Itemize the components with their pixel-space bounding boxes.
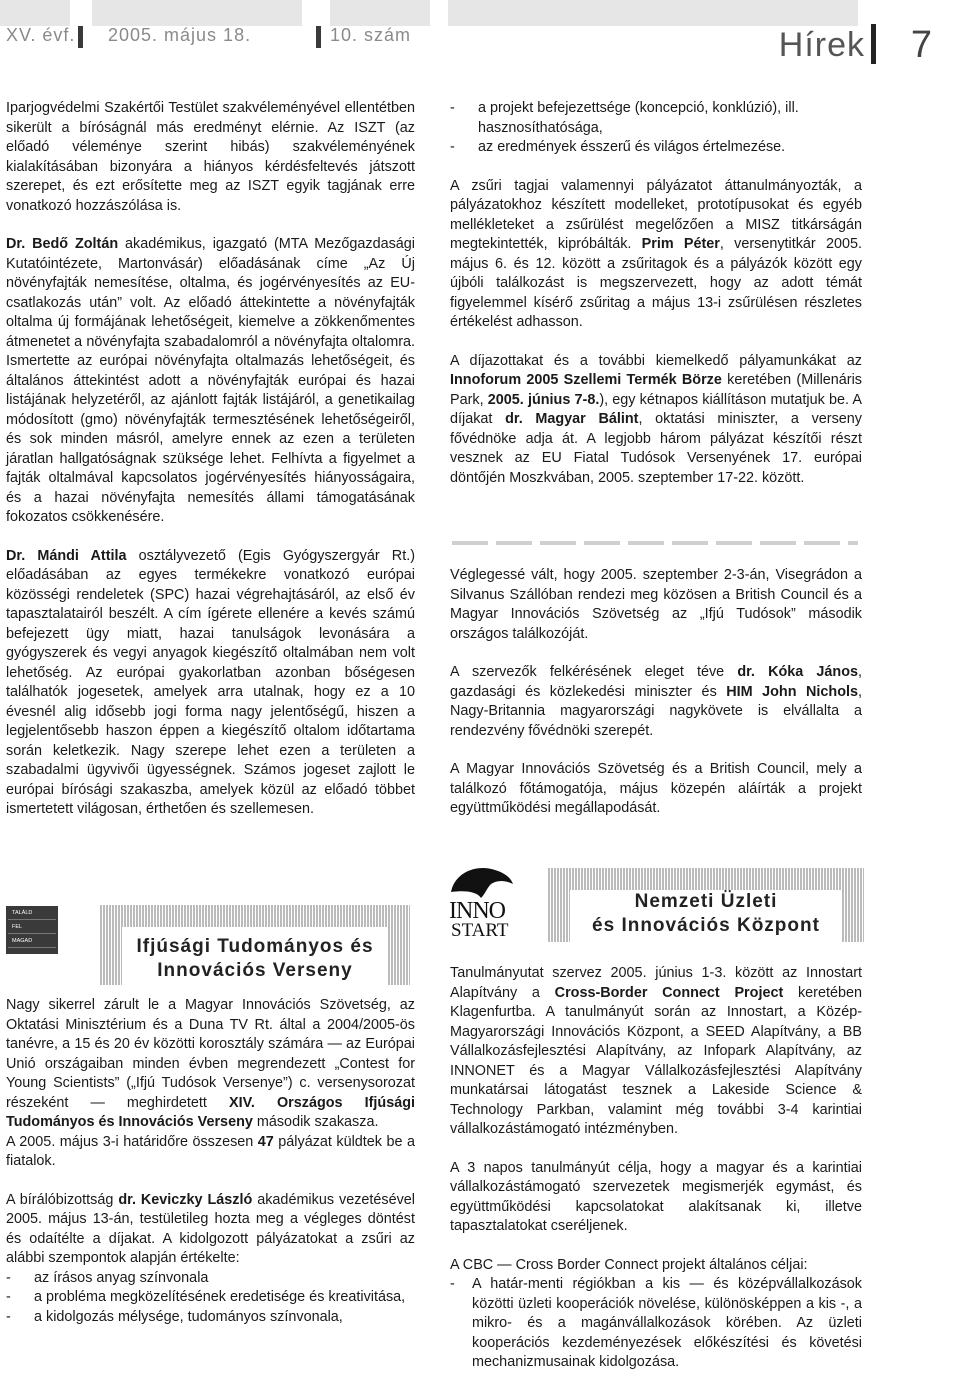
list-item: - a probléma megközelítésének eredetisége és kreativitása,	[6, 1289, 406, 1305]
speaker-name: Dr. Bedő Zoltán	[6, 236, 119, 252]
paragraph: Iparjogvédelmi Szakértői Testület szakvéleményével ellentétben sikerült a bíróságnál más eredményt elérnie. Az ISZT (az előadó véleménye szerint hibás) szakvéleményének kialakításában bizonyára a hiányos kérdésfeltevés játszott szerepet, és ezt erősítette meg az ISZT egyik tagjának erre vonatkozó hozzászólása is.	[6, 100, 415, 214]
box-heading-ifjusagi	[0, 905, 420, 985]
heading-bar	[100, 927, 122, 985]
section-title: Hírek	[778, 26, 865, 64]
page-header	[0, 0, 960, 80]
paragraph: Véglegessé vált, hogy 2005. szeptember 2-3-án, Visegrádon a Silvanus Szállóban rendezi meg közösen a British Council és a Magyar Innovációs Szövetség az „Ifjú Tudósok” második országos találkozóját.	[450, 567, 862, 642]
heading-bar	[100, 905, 410, 927]
list-item: - a kidolgozás mélysége, tudományos színvonala,	[6, 1308, 343, 1325]
header-strip	[448, 0, 858, 26]
talald-fel-magad-stamp: TALÁLD FEL MAGAD	[6, 906, 58, 954]
heading-bar	[548, 868, 864, 890]
paragraph: A 2005. május 3-i határidőre összesen 47 pályázat küldtek be a fiatalok.	[6, 1133, 415, 1169]
issue-volume: XV. évf.	[6, 25, 76, 45]
header-separator	[78, 26, 83, 48]
list-item: - A határ-menti régiókban a kis — és középvállalkozások közötti üzleti kooperációk növelése, különösképpen a kis -, a mikro- és a magánvállalkozások körében. Az üzleti kooperációs kezdeményezések előkészítési és követési mechanizmusainak kidolgozása.	[450, 1276, 862, 1370]
paragraph: Tanulmányutat szervez 2005. június 1-3. között az Innostart Alapítvány a Cross-Border Connect Project keretében Klagenfurtba. A tanulmányút során az Innostart, a Közép-Magyarországi Innovációs Központ, a SEED Alapítvány, a BB Vállalkozásfejlesztési Alapítvány, az Infopark Alapítvány, az INNONET és a Magyar Vállalkozásfejlesztési Alapítvány munkatársai látogatást tesznek a Lakeside Science & Technology Parkban, valamint még további 3-4 karintiai vállalkozástámogató intézményben.	[450, 965, 862, 1137]
paragraph: Dr. Mándi Attila osztályvezető (Egis Gyógyszergyár Rt.) előadásában az egyes termékekre vonatkozó európai közösségi rendeletek (SPC) hazai végrehajtásáról, az első év tapasztalatairól beszélt. A cím ígérete ellenére a kevés számú befejezett ügy miatt, hazai tanulságok levonására a gyógyszerek és vegyi anyagok kiegészítő oltalmában nem volt lehetőség. Az európai gyakorlatban azonban bőségesen találhatók jogesetek, amelyek arra utalnak, hogy ez a 10 évesnél alig idősebb jogi forma nagy jelentőségű, hiszen a legjelentősebb haszon éppen a kiegészítő oltalom időtartama során keletkezik. Nagy szerepe lehet ezen a területen a szabadalmi ügyvivői ügyességnek. Számos jogeset zajlott le európai bírósági szakaszba, amelyek közül az előadó többet ismertetett világosan, érthetően és szellemesen.	[6, 547, 415, 817]
list-item: - a projekt befejezettsége (koncepció, konklúzió), ill. hasznosíthatósága,	[450, 100, 799, 136]
header-strip	[0, 0, 70, 26]
paragraph: A 3 napos tanulmányút célja, hogy a magyar és a karintiai vállalkozástámogató szervezetek megismerjék egymást, és együttműködési kapcsolatokat alakítsanak ki, illetve tapasztalatokat cseréljenek.	[450, 1159, 862, 1234]
page-number: 7	[910, 24, 932, 66]
list-item: - az írásos anyag színvonala	[6, 1269, 209, 1286]
heading-bar	[548, 890, 570, 942]
header-separator	[871, 24, 876, 64]
paragraph: Dr. Bedő Zoltán akadémikus, igazgató (MTA Mezőgazdasági Kutatóintézete, Martonvásár) előadásának címe „Az Új növényfajták nemesítése, oltalma, és jogérvényesítés az EU-csatlakozás után” volt. Az előadó áttekintette a növényfajták oltalma új formájának lehetőségeit, kiemelve a zökkenőmentes átmenetet a növényfajta szabadalomról a növényfajta oltalomra. Ismertette az európai növényfajta oltalmazás lehetőségeit, és általános áttekintést adott a növényfajták európai és hazai listájának helyzetéről, az ajánlott fajták listájáról, a genetikailag módosított (gmo) növényfajták termesztésének lehetőségeiről, és sok minden másról, amelyre ennek az ezen a területen járatlan hallgatóságnak szüksége lehet. Felhívta a figyelmet a fajták oltalmával kapcsolatos jogérvényesítés hiányosságaira, és a hazai növényfajta nemesítés állami támogatásának fokozatos csökkenésére.	[6, 236, 415, 525]
section-divider	[452, 541, 858, 545]
innostart-logo: INNO START	[447, 862, 515, 940]
heading-bar	[842, 890, 864, 942]
paragraph: A zsűri tagjai valamennyi pályázatot áttanulmányozták, a pályázatokhoz készített modelleket, prototípusokat és egyéb mellékleteket a zsűrülést megelőzően a MISZ titkárságán megtekintették, kipróbálták. Prim Péter, versenytitkár 2005. május 6. és 12. között a zsűritagok és a pályázók között egy újbóli találkozást is megszervezett, hogy az adott témát figyelemmel kísérő zsűritag a május 13-i zsűrülésen részletes értékelést adhasson.	[450, 177, 862, 330]
header-separator	[316, 26, 321, 48]
paragraph: A CBC — Cross Border Connect projekt általános céljai:	[450, 1256, 808, 1273]
list-item: - az eredmények ésszerű és világos értelmezése.	[450, 139, 786, 155]
header-strip	[92, 0, 302, 26]
speaker-name: Dr. Mándi Attila	[6, 547, 127, 564]
right-column-top	[450, 99, 862, 507]
paragraph: A Magyar Innovációs Szövetség és a British Council, mely a találkozó főtámogatója, május közepén aláírták a projekt együttműködési megállapodását.	[450, 761, 862, 816]
box-title: Nemzeti Üzleti és Innovációs Központ	[592, 891, 820, 936]
issue-number: 10. szám	[330, 25, 412, 45]
paragraph: A bírálóbizottság dr. Keviczky László akadémikus vezetésével 2005. május 13-án, testületileg hozta meg a végleges döntést és odaítélte a díjakat. A kidolgozott pályázatokat a zsűri az alábbi szempontok alapján értékelte:	[6, 1191, 415, 1266]
paragraph: A díjazottakat és a további kiemelkedő pályamunkákat az Innoforum 2005 Szellemi Termék Börze keretében (Millenáris Park, 2005. június 7-8.), egy kétnapos kiállításon mutatjuk be. A díjakat dr. Magyar Bálint, oktatási miniszter, a verseny fővédnöke adja át. A legjobb három pályázat készítői részt vesznek az EU Fiatal Tudósok Versenyének 17. európai döntőjén Moszkvában, 2005. szeptember 17-22. között.	[450, 352, 862, 486]
paragraph: Nagy sikerrel zárult le a Magyar Innovációs Szövetség, az Oktatási Minisztérium és a Duna TV Rt. által a 2004/2005-ös tanévre, a 15 és 20 év közötti korosztály számára — az Európai Unió országaiban minden évben megrendezett „Contest for Young Scientists” („Ifjú Tudósok Versenye”) c. versenysorozat részeként — meghirdetett XIV. Országos Ifjúsági Tudományos és Innovációs Verseny második szakasza.	[6, 997, 415, 1130]
right-column-bottom	[450, 964, 862, 1373]
heading-bar	[388, 927, 410, 985]
right-column-middle	[450, 566, 862, 838]
box-heading-nemzeti	[548, 868, 864, 948]
left-column-top	[6, 99, 415, 839]
paragraph: A szervezők felkérésének eleget téve dr. Kóka János, gazdasági és közlekedési miniszter és HIM John Nichols, Nagy-Britannia magyarországi nagykövete is elvállalta a rendezvény fővédnöki szerepét.	[450, 664, 862, 739]
issue-date: 2005. május 18.	[108, 25, 252, 45]
left-column-bottom	[6, 996, 415, 1327]
box-title: Ifjúsági Tudományos és Innovációs Verseny	[136, 936, 374, 981]
header-strip	[330, 0, 430, 26]
